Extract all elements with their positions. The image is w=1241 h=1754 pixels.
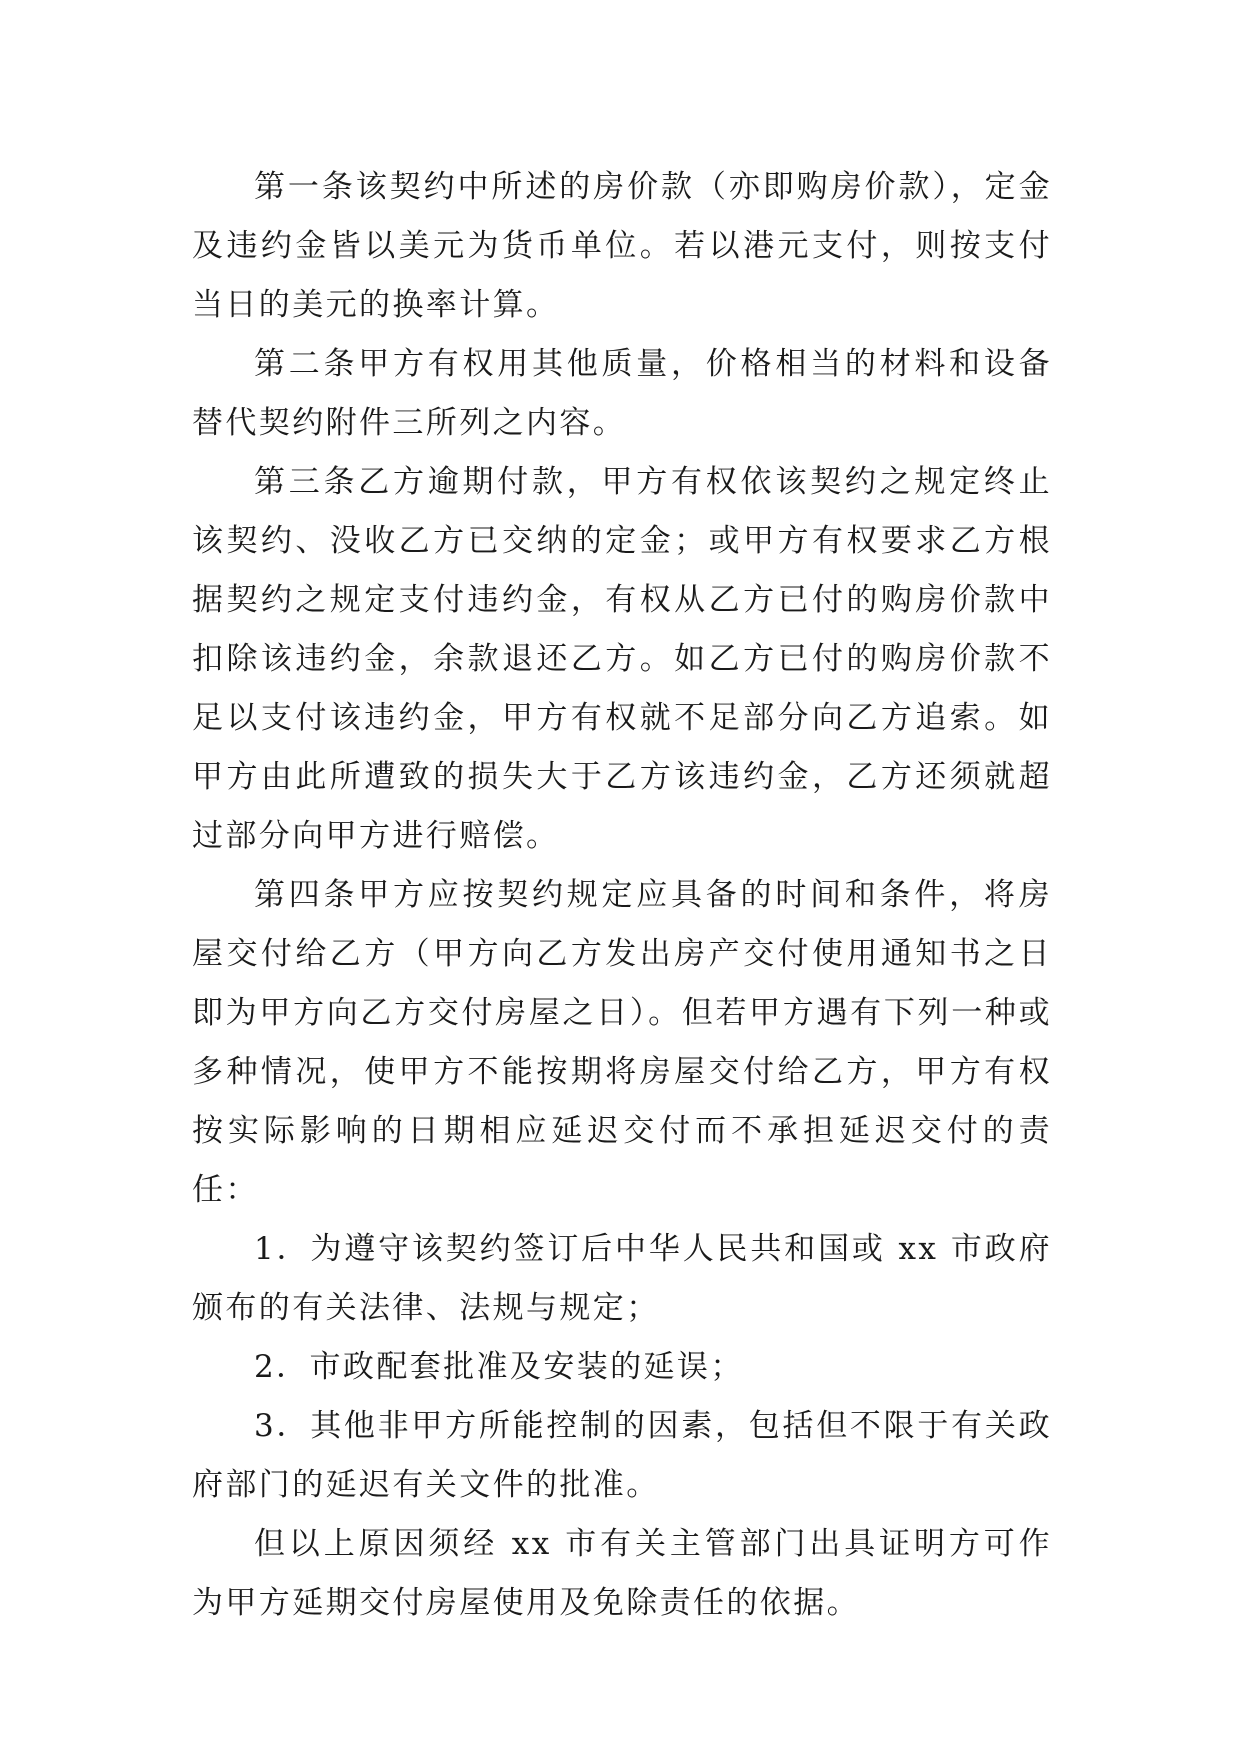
list-item-2: 2．市政配套批准及安装的延误； (254, 1349, 744, 1385)
paragraph-article-4: 第四条甲方应按契约规定应具备的时间和条件，将房屋交付给乙方（甲方向乙方发出房产交付使用通知书之日即为甲方向乙方交付房屋之日）。但若甲方遇有下列一种或多种情况，使甲方不能按期将房屋交付给乙方，甲方有权按实际影响的日期相应延迟交付而不承担延迟交付的责任： (192, 877, 1052, 1208)
list-item-3: 3．其他非甲方所能控制的因素，包括但不限于有关政府部门的延迟有关文件的批准。 (192, 1408, 1052, 1503)
paragraph-closing: 但以上原因须经 xx 市有关主管部门出具证明方可作为甲方延期交付房屋使用及免除责任的依据。 (192, 1526, 1052, 1621)
paragraph-article-3: 第三条乙方逾期付款，甲方有权依该契约之规定终止该契约、没收乙方已交纳的定金；或甲方有权要求乙方根据契约之规定支付违约金，有权从乙方已付的购房价款中扣除该违约金，余款退还乙方。如乙方已付的购房价款不足以支付该违约金，甲方有权就不足部分向乙方追索。如甲方由此所遭致的损失大于乙方该违约金，乙方还须就超过部分向甲方进行赔偿。 (192, 464, 1052, 854)
list-item-1: 1．为遵守该契约签订后中华人民共和国或 xx 市政府颁布的有关法律、法规与规定； (192, 1231, 1052, 1326)
paragraph-article-2: 第二条甲方有权用其他质量，价格相当的材料和设备替代契约附件三所列之内容。 (192, 346, 1052, 441)
paragraph-article-1: 第一条该契约中所述的房价款（亦即购房价款），定金及违约金皆以美元为货币单位。若以港元支付，则按支付当日的美元的换率计算。 (192, 169, 1052, 323)
document-body (192, 158, 1052, 1633)
